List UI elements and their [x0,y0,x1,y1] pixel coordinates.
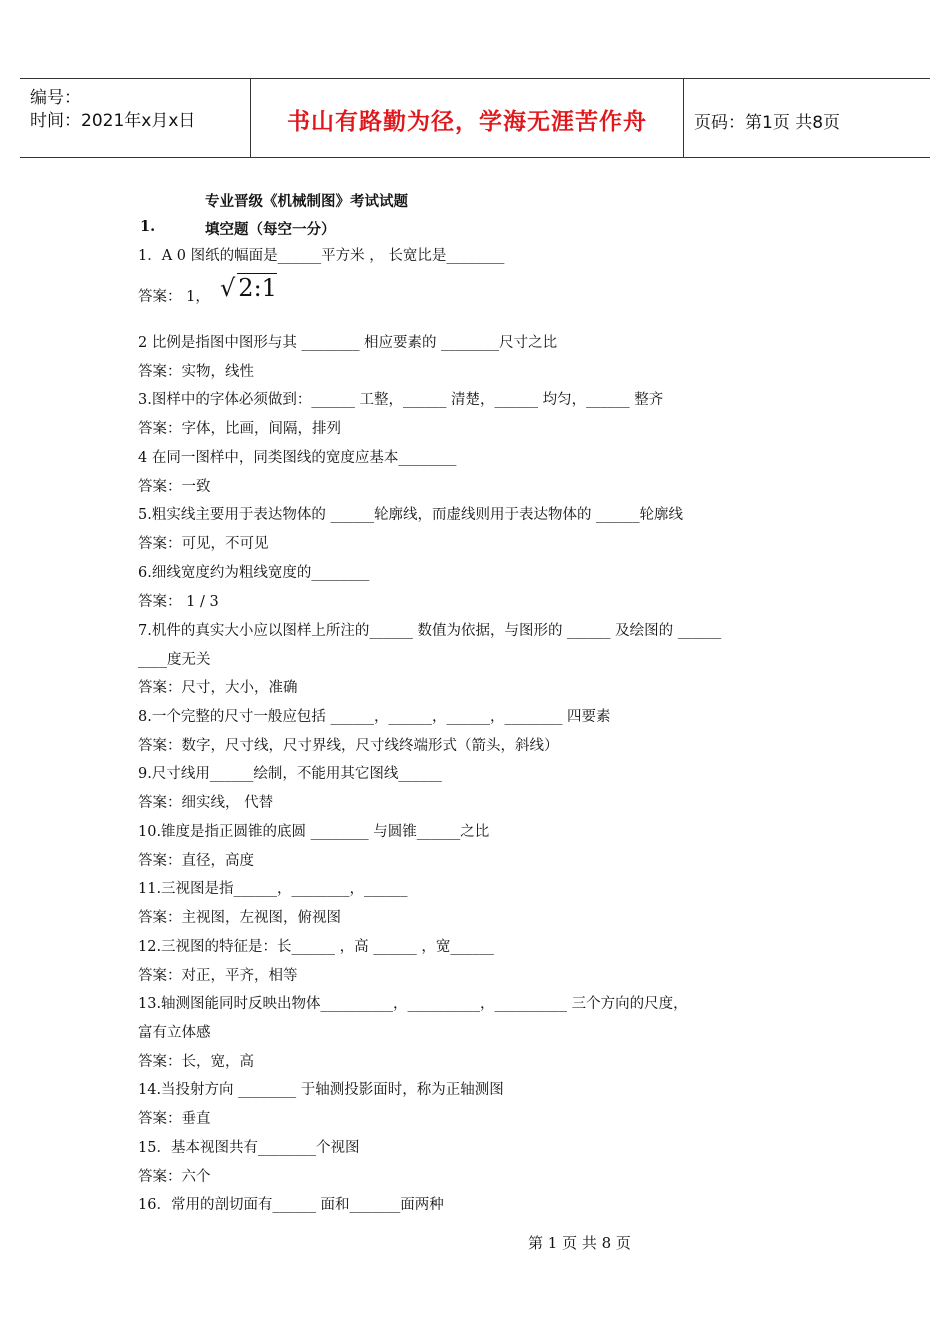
text-line: ____度无关 [138,652,211,668]
text-line: 7.机件的真实大小应以图样上所注的______ 数值为依据，与图形的 ______ 及绘图的 ______ [138,623,722,639]
text-line: 13.轴测图能同时反映出物体__________，__________，__________ 三个方向的尺度， [138,996,688,1012]
text-line: 6.细线宽度约为粗线宽度的________ [138,565,370,581]
text-line: 答案：对正，平齐，相等 [138,968,298,984]
header-meta-cell [20,79,250,157]
text-line: 10.锥度是指正圆锥的底圆 ________ 与圆锥______之比 [138,824,490,840]
text-line: 答案：主视图，左视图，俯视图 [138,910,341,926]
text-line: 3.图样中的字体必须做到：______ 工整，______ 清楚，______ 均匀，______ 整齐 [138,392,664,408]
text-line: 答案：直径，高度 [138,853,254,869]
sqrt-icon: √ [220,274,236,302]
text-line: 5.粗实线主要用于表达物体的 ______轮廓线，而虚线则用于表达物体的 ______轮廓线 [138,507,684,523]
page-header [20,78,930,158]
text-line: 11.三视图是指______，________，______ [138,881,408,897]
text-line: 答案：六个 [138,1169,211,1185]
document-title: 专业晋级《机械制图》考试试题 [205,193,408,210]
page-footer: 第 1 页 共 8 页 [528,1234,631,1252]
text-line: 答案： 1 / 3 [138,594,219,610]
time-label: 时间：2021年x月x日 [30,111,196,131]
text-line: 答案：字体，比画，间隔，排列 [138,421,341,437]
text-line: 富有立体感 [138,1025,211,1041]
text-line: 15．基本视图共有________个视图 [138,1140,360,1156]
text-line: 答案：尺寸，大小，准确 [138,680,298,696]
section-title: 填空题（每空一分） [205,221,336,238]
header-page-cell [683,79,930,157]
text-line: 14.当投射方向 ________ 于轴测投影面时，称为正轴测图 [138,1082,504,1098]
section-number: 1. [140,218,156,235]
text-line: 答案：一致 [138,479,211,495]
text-line: 12.三视图的特征是：长______ ，高 ______ ，宽______ [138,939,494,955]
answer-1-prefix: 答案： 1， [138,289,210,305]
text-line: 9.尺寸线用______绘制，不能用其它图线______ [138,766,442,782]
text-line: 8.一个完整的尺寸一般应包括 ______，______，______，________ 四要素 [138,709,611,725]
header-motto-cell [250,79,684,157]
text-line: 1．A 0 图纸的幅面是______平方米 ， 长宽比是________ [138,248,505,264]
text-line: 答案：数字，尺寸线，尺寸界线，尺寸线终端形式（箭头，斜线） [138,738,559,754]
text-line: 答案：长，宽，高 [138,1054,254,1070]
text-line: 4 在同一图样中，同类图线的宽度应基本________ [138,450,457,466]
answer-1-ratio-value: 2:1 [238,274,277,302]
text-line: 答案：可见，不可见 [138,536,269,552]
text-line: 2 比例是指图中图形与其 ________ 相应要素的 ________尺寸之比 [138,335,558,351]
text-line: 答案：细实线， 代替 [138,795,274,811]
answer-1-ratio [220,273,277,302]
number-label: 编号： [30,88,81,108]
text-line: 16．常用的剖切面有______ 面和_______面两种 [138,1197,444,1213]
page-info: 页码：第1页 共8页 [694,113,841,133]
motto: 书山有路勤为径，学海无涯苦作舟 [287,109,647,135]
text-line: 答案：实物，线性 [138,364,254,380]
text-line: 答案：垂直 [138,1111,211,1127]
